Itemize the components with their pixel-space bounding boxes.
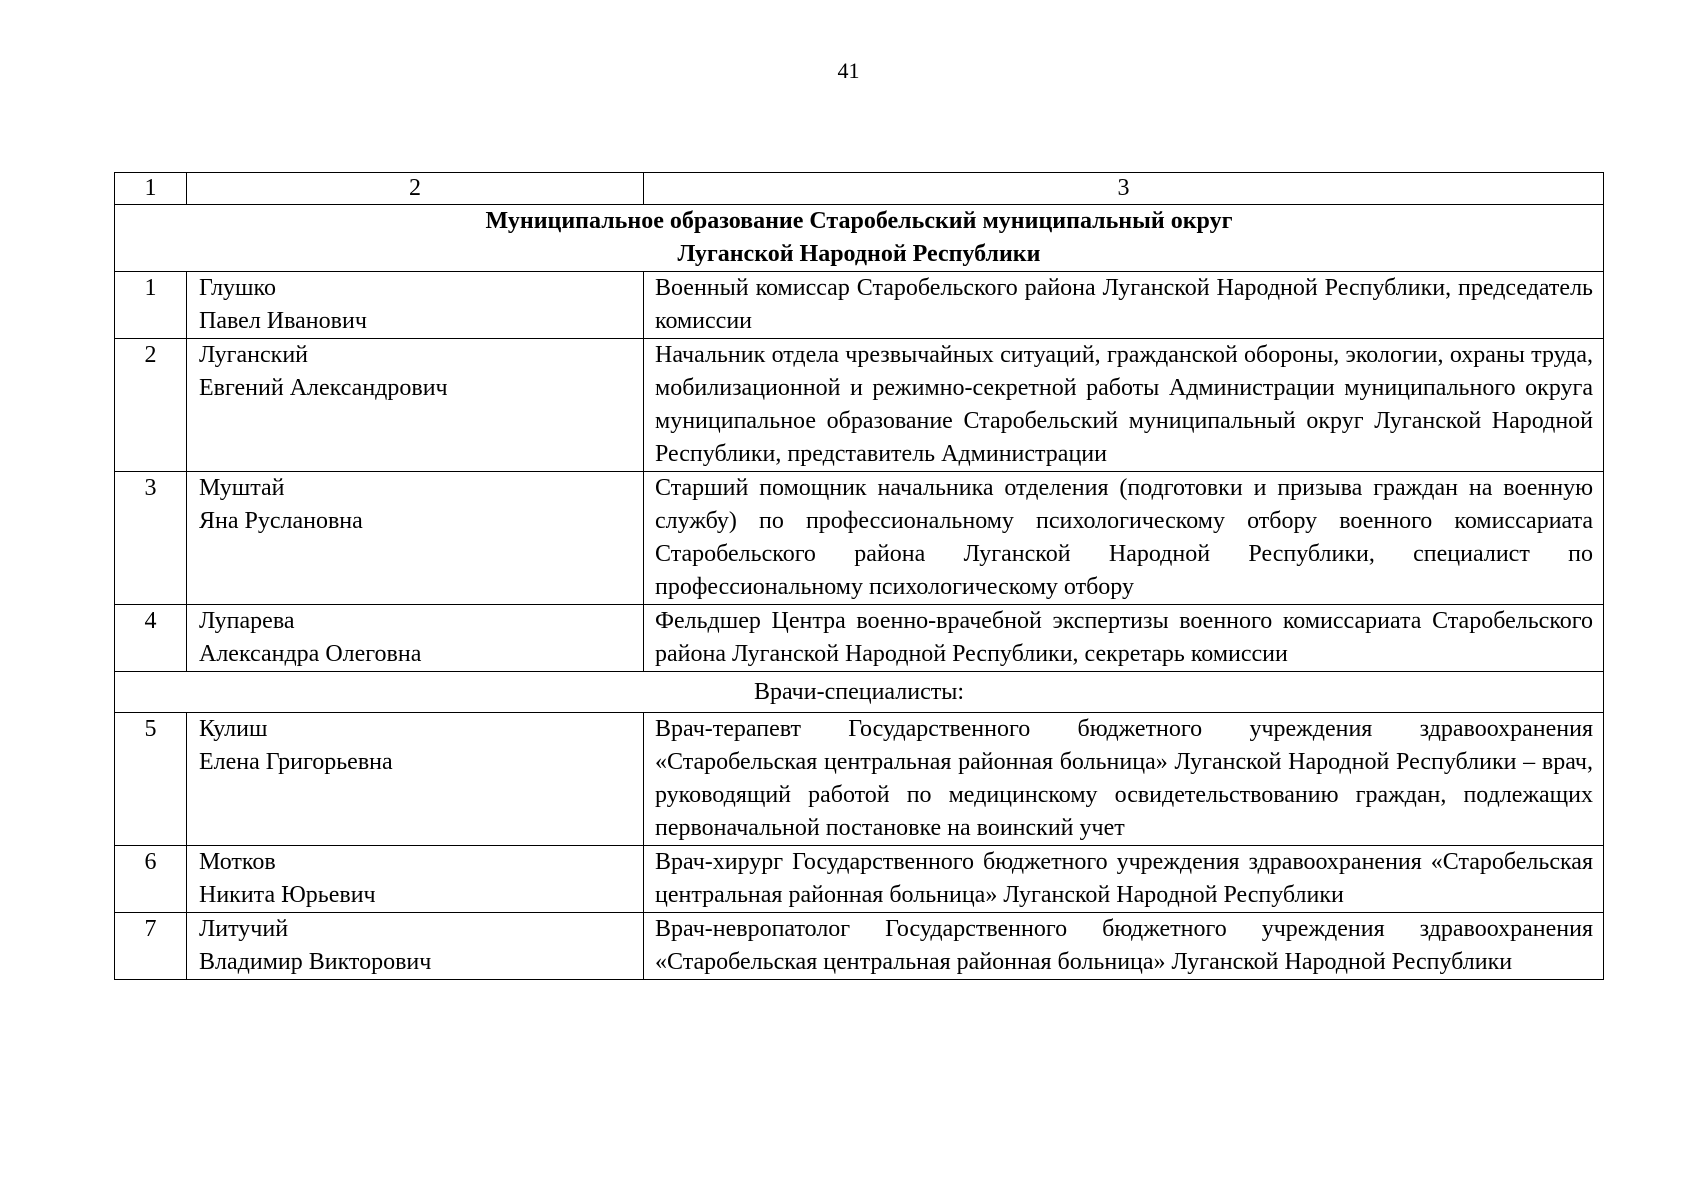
subsection-row [115, 672, 1604, 713]
member-surname: Лупарева [199, 608, 295, 634]
row-number: 5 [115, 713, 187, 846]
member-surname: Луганский [199, 342, 309, 368]
member-name [187, 339, 644, 472]
member-name [187, 713, 644, 846]
row-number: 4 [115, 605, 187, 672]
member-position: Военный комиссар Старобельского района Луганской Народной Республики, председатель комиссии [644, 272, 1604, 339]
member-name [187, 846, 644, 913]
member-given-names: Владимир Викторович [199, 949, 432, 975]
row-number: 3 [115, 472, 187, 605]
member-name [187, 272, 644, 339]
column-number: 3 [644, 173, 1604, 205]
section-title-line: Луганской Народной Республики [677, 241, 1041, 267]
member-surname: Мотков [199, 849, 276, 875]
member-name [187, 913, 644, 980]
table-row [115, 272, 1604, 339]
page-number: 41 [837, 58, 860, 83]
member-position: Врач-хирург Государственного бюджетного учреждения здравоохранения «Старобельская центральная районная больница» Луганской Народной Республики [644, 846, 1604, 913]
row-number: 7 [115, 913, 187, 980]
member-given-names: Никита Юрьевич [199, 882, 376, 908]
member-position: Фельдшер Центра военно-врачебной экспертизы военного комиссариата Старобельского района Луганской Народной Республики, секретарь комиссии [644, 605, 1604, 672]
table-row [115, 846, 1604, 913]
member-surname: Кулиш [199, 716, 268, 742]
member-position: Начальник отдела чрезвычайных ситуаций, гражданской обороны, экологии, охраны труда, мобилизационной и режимно-секретной работы Администрации муниципального округа муниципальное образование Старобельский муниципальный округ Луганской Народной Республики, представитель Администрации [644, 339, 1604, 472]
table-row [115, 339, 1604, 472]
member-surname: Литучий [199, 916, 289, 942]
column-number: 1 [115, 173, 187, 205]
member-surname: Глушко [199, 275, 276, 301]
table-row [115, 605, 1604, 672]
row-number: 1 [115, 272, 187, 339]
member-given-names: Павел Иванович [199, 308, 367, 334]
subsection-label: Врачи-специалисты: [115, 672, 1604, 713]
member-given-names: Александра Олеговна [199, 641, 422, 667]
member-position: Врач-невропатолог Государственного бюджетного учреждения здравоохранения «Старобельская центральная районная больница» Луганской Народной Республики [644, 913, 1604, 980]
table-row [115, 913, 1604, 980]
member-given-names: Евгений Александрович [199, 375, 448, 401]
commission-table [114, 172, 1604, 980]
column-number-row [115, 173, 1604, 205]
section-title-line: Муниципальное образование Старобельский муниципальный округ [485, 208, 1233, 234]
member-given-names: Елена Григорьевна [199, 749, 393, 775]
section-title [115, 205, 1604, 272]
section-header-row [115, 205, 1604, 272]
row-number: 2 [115, 339, 187, 472]
member-position: Врач-терапевт Государственного бюджетного учреждения здравоохранения «Старобельская центральная районная больница» Луганской Народной Республики – врач, руководящий работой по медицинскому освидетельствованию граждан, подлежащих первоначальной постановке на воинский учет [644, 713, 1604, 846]
member-name [187, 472, 644, 605]
member-given-names: Яна Руслановна [199, 508, 363, 534]
member-name [187, 605, 644, 672]
table-row [115, 713, 1604, 846]
member-position: Старший помощник начальника отделения (подготовки и призыва граждан на военную службу) по профессиональному психологическому отбору военного комиссариата Старобельского района Луганской Народной Республики, специалист по профессиональному психологическому отбору [644, 472, 1604, 605]
member-surname: Муштай [199, 475, 285, 501]
table-row [115, 472, 1604, 605]
column-number: 2 [187, 173, 644, 205]
row-number: 6 [115, 846, 187, 913]
